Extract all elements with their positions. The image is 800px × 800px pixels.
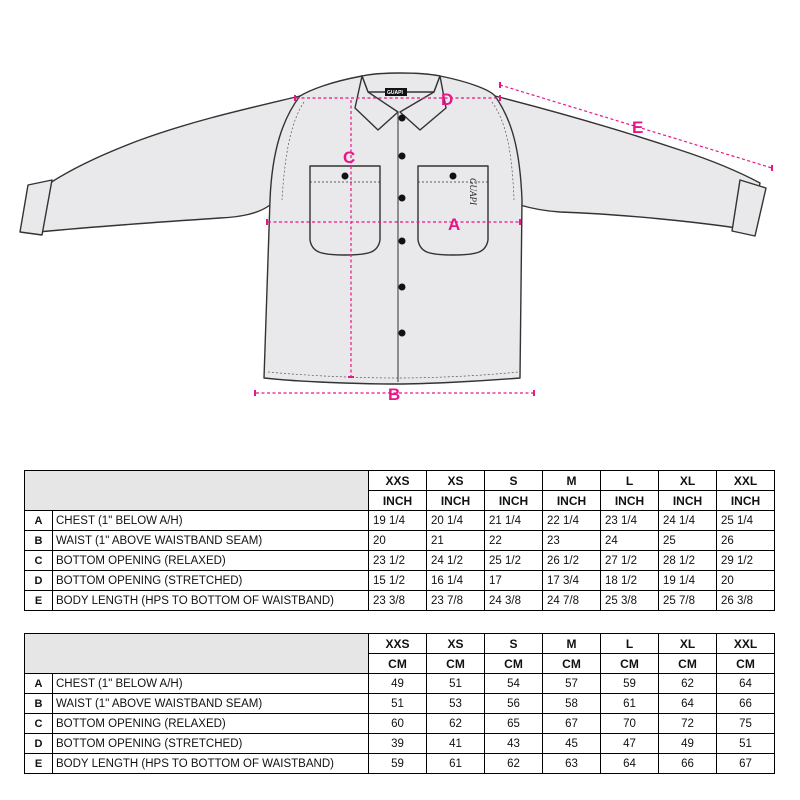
cell-value: 70 (601, 714, 659, 734)
right-pocket-button (450, 173, 457, 180)
row-letter: D (25, 571, 53, 591)
table-row (25, 551, 775, 571)
cell-value: 19 1/4 (659, 571, 717, 591)
cell-value: 61 (601, 694, 659, 714)
cell-value: 22 1/4 (543, 511, 601, 531)
cell-value: 62 (427, 714, 485, 734)
cell-value: 43 (485, 734, 543, 754)
cell-value: 15 1/2 (369, 571, 427, 591)
cell-value: 61 (427, 754, 485, 774)
cell-value: 24 3/8 (485, 591, 543, 611)
button (399, 238, 406, 245)
row-label: BOTTOM OPENING (RELAXED) (53, 714, 369, 734)
table-row (25, 694, 775, 714)
row-label: BOTTOM OPENING (STRETCHED) (53, 734, 369, 754)
size-chart-inch (24, 470, 775, 611)
row-label: BOTTOM OPENING (STRETCHED) (53, 571, 369, 591)
size-header: XXS (369, 634, 427, 654)
row-letter: A (25, 511, 53, 531)
dim-label-e: E (632, 118, 644, 137)
table-row (25, 714, 775, 734)
row-label: CHEST (1" BELOW A/H) (53, 674, 369, 694)
row-letter: B (25, 531, 53, 551)
cell-value: 72 (659, 714, 717, 734)
shirt-outline (20, 73, 766, 384)
cell-value: 65 (485, 714, 543, 734)
unit-header: CM (601, 654, 659, 674)
size-header: M (543, 471, 601, 491)
pocket-logo: GUAPI (468, 178, 478, 205)
cell-value: 23 1/2 (369, 551, 427, 571)
unit-header: INCH (659, 491, 717, 511)
size-header: XS (427, 634, 485, 654)
table-row (25, 674, 775, 694)
unit-header: CM (659, 654, 717, 674)
cell-value: 24 (601, 531, 659, 551)
cell-value: 75 (717, 714, 775, 734)
cell-value: 17 3/4 (543, 571, 601, 591)
cell-value: 67 (543, 714, 601, 734)
cell-value: 19 1/4 (369, 511, 427, 531)
cell-value: 25 7/8 (659, 591, 717, 611)
button (399, 284, 406, 291)
cell-value: 62 (659, 674, 717, 694)
cell-value: 49 (369, 674, 427, 694)
size-header: S (485, 634, 543, 654)
dim-label-b: B (388, 385, 401, 404)
size-chart-cm (24, 633, 775, 774)
row-letter: D (25, 734, 53, 754)
row-letter: C (25, 551, 53, 571)
size-header: XL (659, 634, 717, 654)
cell-value: 62 (485, 754, 543, 774)
left-pocket-button (342, 173, 349, 180)
cell-value: 49 (659, 734, 717, 754)
size-header: XXL (717, 634, 775, 654)
cell-value: 60 (369, 714, 427, 734)
size-header: L (601, 634, 659, 654)
cell-value: 21 (427, 531, 485, 551)
row-letter: B (25, 694, 53, 714)
size-header: L (601, 471, 659, 491)
cell-value: 20 (369, 531, 427, 551)
unit-header: CM (427, 654, 485, 674)
size-header: M (543, 634, 601, 654)
cell-value: 64 (717, 674, 775, 694)
cell-value: 67 (717, 754, 775, 774)
cell-value: 26 (717, 531, 775, 551)
table-row (25, 734, 775, 754)
unit-header: INCH (427, 491, 485, 511)
header-blank-cell (25, 471, 369, 511)
header-blank-cell (25, 634, 369, 674)
cell-value: 23 (543, 531, 601, 551)
unit-header: CM (485, 654, 543, 674)
cell-value: 64 (601, 754, 659, 774)
cell-value: 25 3/8 (601, 591, 659, 611)
cell-value: 56 (485, 694, 543, 714)
unit-header: CM (369, 654, 427, 674)
cell-value: 51 (369, 694, 427, 714)
cell-value: 25 (659, 531, 717, 551)
cell-value: 58 (543, 694, 601, 714)
unit-header: CM (717, 654, 775, 674)
cell-value: 23 3/8 (369, 591, 427, 611)
table-row (25, 531, 775, 551)
cell-value: 66 (717, 694, 775, 714)
row-label: CHEST (1" BELOW A/H) (53, 511, 369, 531)
cell-value: 27 1/2 (601, 551, 659, 571)
row-letter: E (25, 591, 53, 611)
cell-value: 66 (659, 754, 717, 774)
button (399, 195, 406, 202)
table-row (25, 511, 775, 531)
cell-value: 57 (543, 674, 601, 694)
table-row (25, 571, 775, 591)
dim-label-a: A (448, 215, 461, 234)
button (399, 115, 406, 122)
unit-header: CM (543, 654, 601, 674)
left-sleeve (38, 96, 300, 232)
size-header: XS (427, 471, 485, 491)
size-header-row (25, 634, 775, 654)
dim-label-d: D (441, 90, 454, 109)
cell-value: 59 (601, 674, 659, 694)
row-letter: E (25, 754, 53, 774)
row-label: BODY LENGTH (HPS TO BOTTOM OF WAISTBAND) (53, 754, 369, 774)
right-sleeve (495, 96, 760, 230)
cell-value: 41 (427, 734, 485, 754)
cell-value: 16 1/4 (427, 571, 485, 591)
dim-label-c: C (343, 148, 356, 167)
cell-value: 24 7/8 (543, 591, 601, 611)
cell-value: 23 1/4 (601, 511, 659, 531)
row-letter: C (25, 714, 53, 734)
cell-value: 17 (485, 571, 543, 591)
size-header: XXL (717, 471, 775, 491)
cell-value: 25 1/2 (485, 551, 543, 571)
row-label: BOTTOM OPENING (RELAXED) (53, 551, 369, 571)
cell-value: 39 (369, 734, 427, 754)
size-header-row (25, 471, 775, 491)
cell-value: 45 (543, 734, 601, 754)
size-header: S (485, 471, 543, 491)
unit-header: INCH (485, 491, 543, 511)
cell-value: 24 1/2 (427, 551, 485, 571)
button (399, 153, 406, 160)
cell-value: 23 7/8 (427, 591, 485, 611)
cell-value: 51 (717, 734, 775, 754)
table-row (25, 754, 775, 774)
row-label: WAIST (1" ABOVE WAISTBAND SEAM) (53, 694, 369, 714)
cell-value: 51 (427, 674, 485, 694)
cell-value: 22 (485, 531, 543, 551)
button (399, 330, 406, 337)
row-letter: A (25, 674, 53, 694)
cell-value: 25 1/4 (717, 511, 775, 531)
cell-value: 26 1/2 (543, 551, 601, 571)
cell-value: 18 1/2 (601, 571, 659, 591)
unit-header: INCH (369, 491, 427, 511)
cell-value: 53 (427, 694, 485, 714)
row-label: BODY LENGTH (HPS TO BOTTOM OF WAISTBAND) (53, 591, 369, 611)
cell-value: 59 (369, 754, 427, 774)
size-header: XL (659, 471, 717, 491)
unit-header: INCH (601, 491, 659, 511)
cell-value: 20 (717, 571, 775, 591)
cell-value: 24 1/4 (659, 511, 717, 531)
cell-value: 54 (485, 674, 543, 694)
cell-value: 63 (543, 754, 601, 774)
brand-label-text: GUAPI (387, 90, 403, 96)
cell-value: 47 (601, 734, 659, 754)
cell-value: 28 1/2 (659, 551, 717, 571)
row-label: WAIST (1" ABOVE WAISTBAND SEAM) (53, 531, 369, 551)
cell-value: 26 3/8 (717, 591, 775, 611)
unit-header: INCH (717, 491, 775, 511)
table-row (25, 591, 775, 611)
cell-value: 20 1/4 (427, 511, 485, 531)
size-header: XXS (369, 471, 427, 491)
cell-value: 64 (659, 694, 717, 714)
cell-value: 29 1/2 (717, 551, 775, 571)
cell-value: 21 1/4 (485, 511, 543, 531)
unit-header: INCH (543, 491, 601, 511)
